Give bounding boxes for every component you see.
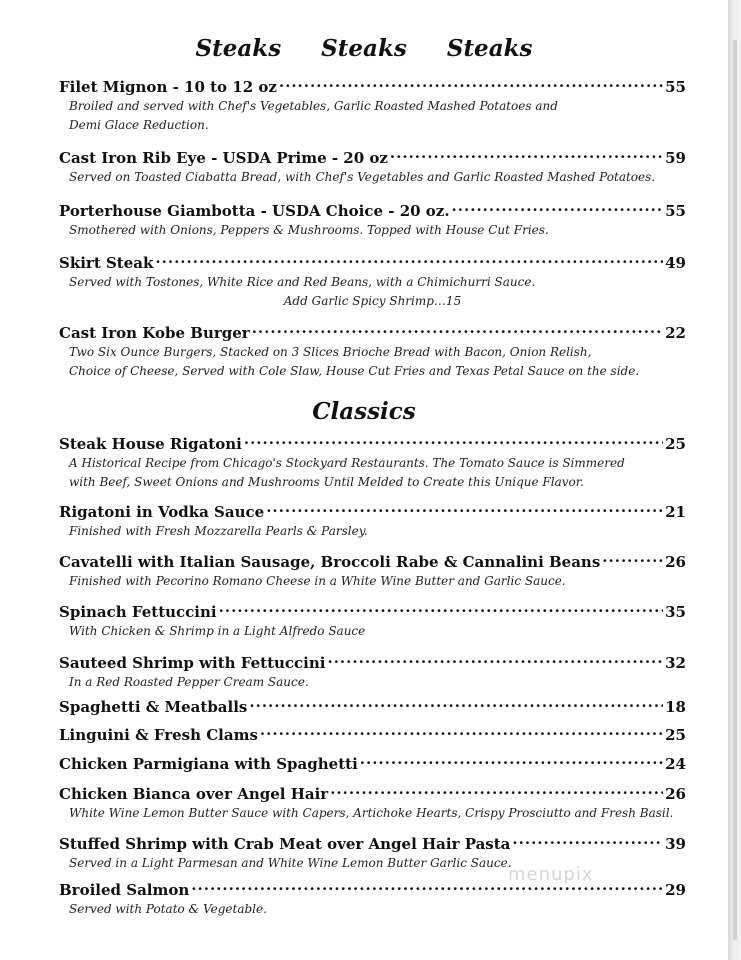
leader-dots xyxy=(360,749,663,769)
item-name: Skirt Steak xyxy=(59,254,154,272)
item-addon: Add Garlic Spicy Shrimp…15 xyxy=(283,294,462,308)
item-description: Finished with Pecorino Romano Cheese in a White Wine Butter and Garlic Sauce. xyxy=(69,574,566,588)
item-description: Served in a Light Parmesan and White Wine Lemon Butter Garlic Sauce. xyxy=(69,856,512,870)
item-name: Stuffed Shrimp with Crab Meat over Angel Hair Pasta xyxy=(59,835,511,853)
item-name: Broiled Salmon xyxy=(59,881,190,899)
menu-item xyxy=(59,497,686,541)
watermark: menupix xyxy=(508,864,594,885)
leader-dots xyxy=(244,429,663,449)
item-description: With Chicken & Shrimp in a Light Alfredo Sauce xyxy=(69,624,366,638)
menu-item xyxy=(59,72,686,135)
menu-item xyxy=(59,429,686,492)
leader-dots xyxy=(327,648,663,668)
item-name: Spinach Fettuccini xyxy=(59,603,217,621)
item-description: Served with Tostones, White Rice and Red Beans, with a Chimichurri Sauce. xyxy=(69,275,536,289)
menu-item xyxy=(59,779,686,823)
item-price: 18 xyxy=(665,698,686,716)
item-description: Smothered with Onions, Peppers & Mushrooms. Topped with House Cut Fries. xyxy=(69,223,549,237)
item-description: Finished with Fresh Mozzarella Pearls & Parsley. xyxy=(69,524,368,538)
leader-dots xyxy=(512,829,663,849)
leader-dots xyxy=(390,143,663,163)
item-name: Spaghetti & Meatballs xyxy=(59,698,248,716)
steaks-title-word: Steaks xyxy=(321,35,407,62)
item-name: Sauteed Shrimp with Fettuccini xyxy=(59,654,326,672)
item-price: 29 xyxy=(665,881,686,899)
menu-item xyxy=(59,143,686,187)
item-description: Choice of Cheese, Served with Cole Slaw, House Cut Fries and Texas Petal Sauce on the side. xyxy=(69,364,640,378)
menu-item xyxy=(59,648,686,692)
item-description: Two Six Ounce Burgers, Stacked on 3 Slices Brioche Bread with Bacon, Onion Relish, xyxy=(69,345,592,359)
item-price: 55 xyxy=(665,202,686,220)
item-price: 26 xyxy=(665,785,686,803)
menu-item xyxy=(59,692,686,717)
item-price: 32 xyxy=(665,654,686,672)
item-description: Broiled and served with Chef's Vegetables, Garlic Roasted Mashed Potatoes and xyxy=(69,99,558,113)
item-price: 39 xyxy=(665,835,686,853)
leader-dots xyxy=(452,196,664,216)
item-description: A Historical Recipe from Chicago's Stockyard Restaurants. The Tomato Sauce is Simmered xyxy=(69,456,625,470)
item-name: Cast Iron Rib Eye - USDA Prime - 20 oz xyxy=(59,149,388,167)
item-name: Chicken Bianca over Angel Hair xyxy=(59,785,329,803)
item-name: Cast Iron Kobe Burger xyxy=(59,324,250,342)
item-description: Served on Toasted Ciabatta Bread, with Chef's Vegetables and Garlic Roasted Mashed Potatoes. xyxy=(69,170,656,184)
leader-dots xyxy=(330,779,663,799)
menu-item xyxy=(59,597,686,641)
scrollbar[interactable] xyxy=(733,40,737,940)
item-name: Porterhouse Giambotta - USDA Choice - 20 oz. xyxy=(59,202,450,220)
item-price: 22 xyxy=(665,324,686,342)
item-price: 49 xyxy=(665,254,686,272)
steaks-title-word: Steaks xyxy=(195,35,282,62)
leader-dots xyxy=(249,692,663,712)
item-price: 21 xyxy=(665,503,686,521)
menu-item xyxy=(59,318,686,381)
menu-item xyxy=(59,196,686,240)
leader-dots xyxy=(155,248,663,268)
item-name: Filet Mignon - 10 to 12 oz xyxy=(59,78,277,96)
steaks-title-word: Steaks xyxy=(446,35,533,62)
item-price: 25 xyxy=(665,435,686,453)
item-price: 59 xyxy=(665,149,686,167)
menu-item xyxy=(59,248,686,311)
item-name: Cavatelli with Italian Sausage, Broccoli Rabe & Cannalini Beans xyxy=(59,553,601,571)
leader-dots xyxy=(252,318,663,338)
item-description: Demi Glace Reduction. xyxy=(69,118,209,132)
leader-dots xyxy=(602,547,663,567)
leader-dots xyxy=(219,597,664,617)
item-price: 24 xyxy=(665,755,686,773)
item-description: White Wine Lemon Butter Sauce with Capers, Artichoke Hearts, Crispy Prosciutto and Fresh Basil. xyxy=(69,806,674,820)
item-description: Served with Potato & Vegetable. xyxy=(69,902,267,916)
item-price: 55 xyxy=(665,78,686,96)
menu-item xyxy=(59,547,686,591)
leader-dots xyxy=(260,720,663,740)
classics-section-title: Classics xyxy=(312,398,416,425)
steaks-section-title xyxy=(0,34,728,64)
item-name: Steak House Rigatoni xyxy=(59,435,242,453)
leader-dots xyxy=(266,497,663,517)
item-description: In a Red Roasted Pepper Cream Sauce. xyxy=(69,675,309,689)
item-name: Rigatoni in Vodka Sauce xyxy=(59,503,265,521)
item-price: 26 xyxy=(665,553,686,571)
item-name: Linguini & Fresh Clams xyxy=(59,726,258,744)
leader-dots xyxy=(279,72,663,92)
item-name: Chicken Parmigiana with Spaghetti xyxy=(59,755,358,773)
item-price: 35 xyxy=(665,603,686,621)
item-price: 25 xyxy=(665,726,686,744)
menu-item xyxy=(59,720,686,745)
menu-item xyxy=(59,749,686,774)
item-description: with Beef, Sweet Onions and Mushrooms Until Melded to Create this Unique Flavor. xyxy=(69,475,584,489)
